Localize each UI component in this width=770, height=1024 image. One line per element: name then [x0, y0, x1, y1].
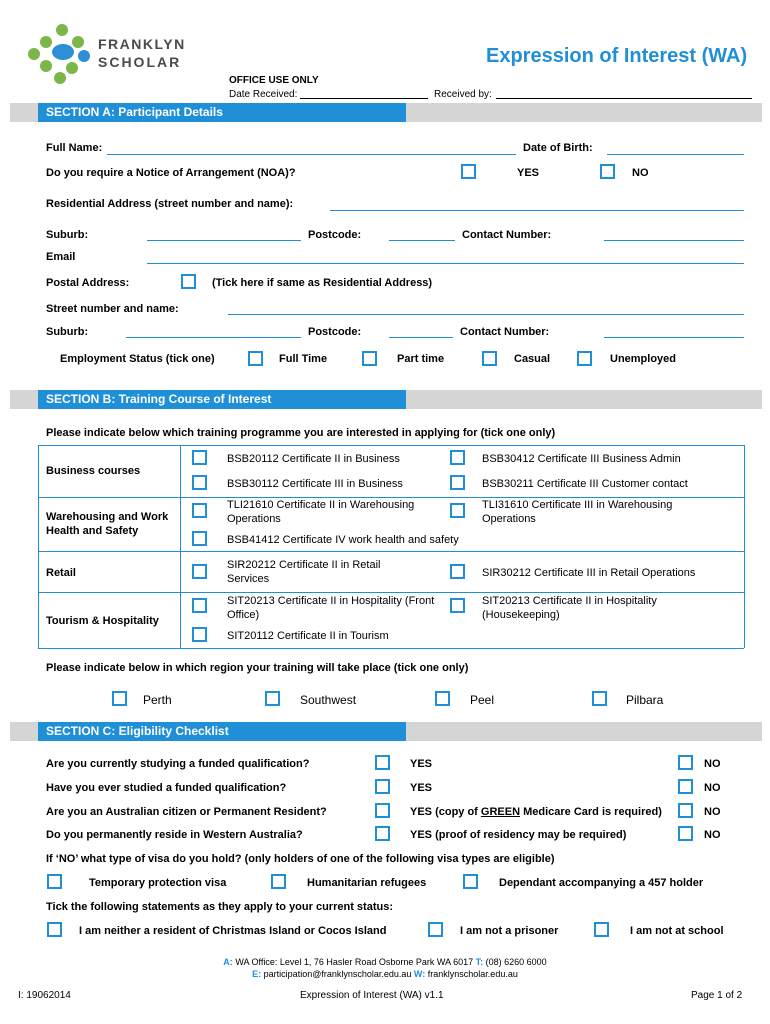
part-time-label: Part time — [397, 353, 445, 365]
region-southwest-checkbox[interactable] — [265, 691, 280, 706]
course-c7-label: BSB41412 Certificate IV work health and safety — [227, 534, 459, 546]
q4-yes-checkbox[interactable] — [375, 826, 390, 841]
course-c6-label: TLI31610 Certificate III in Warehousing Operations — [482, 499, 673, 525]
visa-question: If ‘NO’ what type of visa do you hold? (only holders of one of the following visa types are eligible) — [46, 853, 555, 865]
received-by-label: Received by: — [434, 89, 492, 100]
visa2-checkbox[interactable] — [271, 874, 286, 889]
region-perth-label: Perth — [143, 693, 172, 707]
section-a-header: SECTION A: Participant Details — [38, 103, 406, 122]
course-c5-checkbox[interactable] — [192, 503, 207, 518]
footer-page-number: Page 1 of 2 — [691, 990, 743, 1001]
q3-no-label: NO — [704, 806, 721, 818]
footer-e-label: E: — [252, 969, 262, 979]
region-peel-label: Peel — [470, 693, 495, 707]
q3-yes-checkbox[interactable] — [375, 803, 390, 818]
q3-yes-text-pre: YES (copy of — [410, 806, 481, 818]
q4-no-label: NO — [704, 829, 721, 841]
status2-label: I am not a prisoner — [460, 925, 559, 937]
postal-postcode-field[interactable] — [389, 337, 453, 338]
noa-yes-checkbox[interactable] — [461, 164, 476, 179]
course-c10-checkbox[interactable] — [192, 598, 207, 613]
course-c3-checkbox[interactable] — [192, 475, 207, 490]
full-time-checkbox[interactable] — [248, 351, 263, 366]
visa1-label: Temporary protection visa — [89, 877, 227, 889]
q1-yes-checkbox[interactable] — [375, 755, 390, 770]
footer-email[interactable]: participation@franklynscholar.edu.au — [263, 969, 412, 979]
logo-text-line1: FRANKLYN — [98, 36, 186, 52]
postal-suburb-label: Suburb: — [46, 326, 89, 338]
noa-no-label: NO — [632, 167, 649, 179]
status2-checkbox[interactable] — [428, 922, 443, 937]
q2-yes-label: YES — [410, 782, 433, 794]
postal-same-checkbox[interactable] — [181, 274, 196, 289]
footer-doc-title: Expression of Interest (WA) v1.1 — [300, 990, 444, 1001]
postal-contact-field[interactable] — [604, 337, 744, 338]
section-c-header: SECTION C: Eligibility Checklist — [38, 722, 406, 741]
suburb-label: Suburb: — [46, 229, 89, 241]
course-c3-label: BSB30112 Certificate III in Business — [227, 478, 403, 490]
visa1-checkbox[interactable] — [47, 874, 62, 889]
footer-a-label: A: — [223, 957, 233, 967]
q4-yes-label: YES (proof of residency may be required) — [410, 829, 627, 841]
postal-same-label: (Tick here if same as Residential Address) — [212, 277, 433, 289]
q1-no-checkbox[interactable] — [678, 755, 693, 770]
course-c1-checkbox[interactable] — [192, 450, 207, 465]
category-tourism: Tourism & Hospitality — [46, 615, 159, 627]
status3-checkbox[interactable] — [594, 922, 609, 937]
status1-checkbox[interactable] — [47, 922, 62, 937]
status1-label: I am neither a resident of Christmas Island or Cocos Island — [79, 925, 387, 937]
q4-no-checkbox[interactable] — [678, 826, 693, 841]
footer-id: I: 19062014 — [18, 990, 71, 1001]
residential-address-field[interactable] — [330, 210, 744, 211]
q3-label: Are you an Australian citizen or Permanent Resident? — [46, 806, 327, 818]
region-perth-checkbox[interactable] — [112, 691, 127, 706]
residential-address-label: Residential Address (street number and name): — [46, 198, 294, 210]
q3-yes-text-green: GREEN — [480, 806, 521, 818]
region-peel-checkbox[interactable] — [435, 691, 450, 706]
q2-label: Have you ever studied a funded qualification? — [46, 782, 287, 794]
postcode-label: Postcode: — [308, 229, 362, 241]
category-retail: Retail — [46, 567, 76, 579]
date-received-field[interactable] — [300, 98, 428, 99]
q2-no-label: NO — [704, 782, 721, 794]
received-by-field[interactable] — [496, 98, 752, 99]
footer-address: WA Office: Level 1, 76 Hasler Road Osborne Park WA 6017 — [235, 957, 474, 967]
postal-postcode-label: Postcode: — [308, 326, 362, 338]
course-c2-label: BSB30412 Certificate III Business Admin — [482, 453, 681, 465]
full-name-label: Full Name: — [46, 142, 103, 154]
street-label: Street number and name: — [46, 303, 179, 315]
status3-label: I am not at school — [630, 925, 724, 937]
course-c11-checkbox[interactable] — [450, 598, 465, 613]
date-received-label: Date Received: — [229, 89, 298, 100]
course-c12-checkbox[interactable] — [192, 627, 207, 642]
visa3-label: Dependant accompanying a 457 holder — [499, 877, 704, 889]
course-c9-label: SIR30212 Certificate III in Retail Operations — [482, 567, 696, 579]
category-warehousing: Warehousing and Work Health and Safety — [46, 511, 169, 537]
q2-no-checkbox[interactable] — [678, 779, 693, 794]
region-instruction: Please indicate below in which region your training will take place (tick one only) — [46, 662, 469, 674]
course-c8-label: SIR20212 Certificate II in Retail Services — [227, 559, 381, 585]
course-c12-label: SIT20112 Certificate II in Tourism — [227, 630, 389, 642]
casual-label: Casual — [514, 353, 551, 365]
unemployed-label: Unemployed — [610, 353, 677, 365]
footer-w-label: W: — [413, 969, 426, 979]
email-field[interactable] — [147, 263, 744, 264]
region-pilbara-checkbox[interactable] — [592, 691, 607, 706]
q1-label: Are you currently studying a funded qualification? — [46, 758, 310, 770]
course-c1-label: BSB20112 Certificate II in Business — [227, 453, 400, 465]
q1-no-label: NO — [704, 758, 721, 770]
full-name-field[interactable] — [107, 154, 516, 155]
footer-contact-line — [0, 969, 770, 979]
course-c6-checkbox[interactable] — [450, 503, 465, 518]
postal-contact-label: Contact Number: — [460, 326, 550, 338]
q3-yes-label — [410, 806, 662, 818]
q1-yes-label: YES — [410, 758, 433, 770]
region-pilbara-label: Pilbara — [626, 693, 664, 707]
course-c7-checkbox[interactable] — [192, 531, 207, 546]
unemployed-checkbox[interactable] — [577, 351, 592, 366]
part-time-checkbox[interactable] — [362, 351, 377, 366]
noa-question: Do you require a Notice of Arrangement (NOA)? — [46, 167, 296, 179]
footer-address-line — [0, 957, 770, 967]
visa3-checkbox[interactable] — [463, 874, 478, 889]
footer-web[interactable]: franklynscholar.edu.au — [427, 969, 518, 979]
logo — [26, 22, 96, 84]
q4-label: Do you permanently reside in Western Australia? — [46, 829, 303, 841]
dob-label: Date of Birth: — [523, 142, 593, 154]
q3-no-checkbox[interactable] — [678, 803, 693, 818]
casual-checkbox[interactable] — [482, 351, 497, 366]
dob-field[interactable] — [607, 154, 744, 155]
full-time-label: Full Time — [279, 353, 328, 365]
postal-address-label: Postal Address: — [46, 277, 130, 289]
suburb-field[interactable] — [147, 240, 301, 241]
status-question: Tick the following statements as they apply to your current status: — [46, 901, 393, 913]
noa-no-checkbox[interactable] — [600, 164, 615, 179]
footer-phone: (08) 6260 6000 — [485, 957, 547, 967]
postcode-field[interactable] — [389, 240, 455, 241]
contact-number-field[interactable] — [604, 240, 744, 241]
q2-yes-checkbox[interactable] — [375, 779, 390, 794]
category-business: Business courses — [46, 465, 141, 477]
course-c5-label: TLI21610 Certificate II in Warehousing Operations — [227, 499, 415, 525]
region-southwest-label: Southwest — [300, 693, 357, 707]
email-label: Email — [46, 251, 76, 263]
section-b-header: SECTION B: Training Course of Interest — [38, 390, 406, 409]
noa-yes-label: YES — [517, 167, 540, 179]
page-title: Expression of Interest (WA) — [486, 45, 748, 67]
postal-suburb-field[interactable] — [126, 337, 301, 338]
course-c11-label: SIT20213 Certificate II in Hospitality (Housekeeping) — [482, 595, 657, 621]
visa2-label: Humanitarian refugees — [307, 877, 427, 889]
course-c4-checkbox[interactable] — [450, 475, 465, 490]
course-c8-checkbox[interactable] — [192, 564, 207, 579]
course-c2-checkbox[interactable] — [450, 450, 465, 465]
employment-status-label: Employment Status (tick one) — [60, 353, 215, 365]
logo-text-line2: SCHOLAR — [98, 54, 182, 70]
footer-t-label: T: — [475, 957, 484, 967]
course-instruction: Please indicate below which training programme you are interested in applying for (tick one only) — [46, 427, 556, 439]
course-c9-checkbox[interactable] — [450, 564, 465, 579]
q3-yes-text-post: Medicare Card is required) — [520, 806, 662, 818]
contact-number-label: Contact Number: — [462, 229, 552, 241]
office-use-label: OFFICE USE ONLY — [229, 75, 319, 86]
course-c10-label: SIT20213 Certificate II in Hospitality (Front Office) — [227, 595, 435, 621]
course-c4-label: BSB30211 Certificate III Customer contact — [482, 478, 688, 490]
street-field[interactable] — [228, 314, 744, 315]
